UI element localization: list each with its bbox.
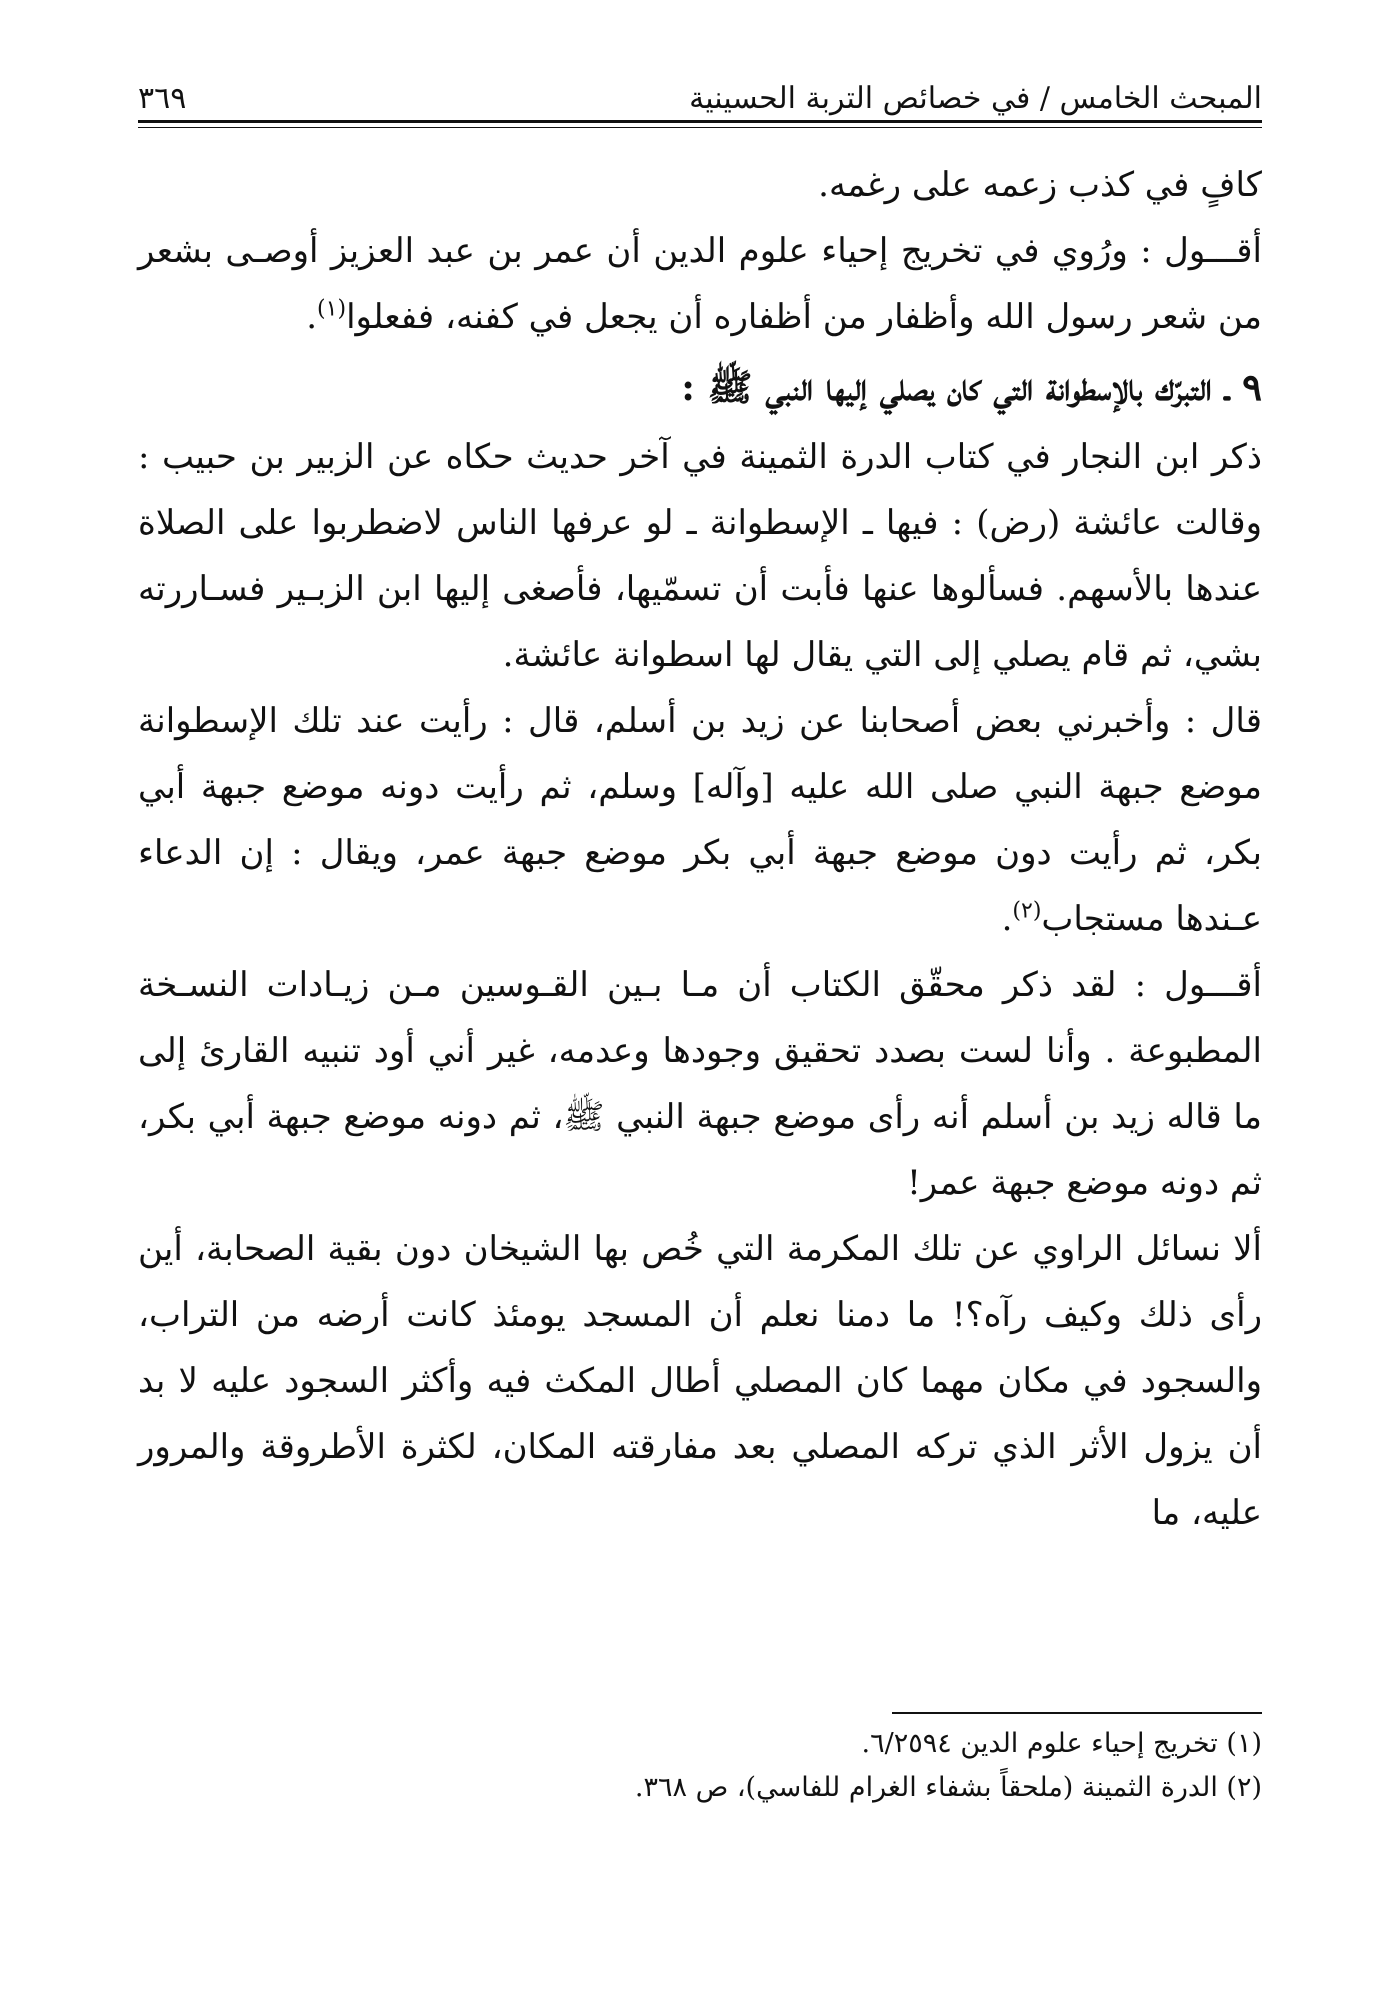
paragraph xyxy=(138,424,1262,688)
paragraph-text: أقـــول : ورُوي في تخريج إحياء علوم الدين أن عمر بن عبد العزيز أوصـى بشعر من شعر رسول الله وأظفار من أظفاره أن يجعل في كفنه، ففعلوا xyxy=(138,231,1262,337)
footnote-ref: (١) xyxy=(317,296,347,322)
paragraph-end: . xyxy=(306,297,318,337)
paragraph xyxy=(138,1216,1262,1546)
footnote-item: (٢) الدرة الثمينة (ملحقاً بشفاء الغرام للفاسي)، ص ٣٦٨. xyxy=(634,1772,1262,1803)
paragraph-text: أقـــول : لقد ذكر محقّق الكتاب أن مـا بـين القـوسين مـن زيـادات النسـخة المطبوعة . وأنا لست بصدد تحقيق وجودها وعدمه، غير أني أود تنبيه القارئ إلى ما قاله زيد بن أسلم أنه رأى موضع جبهة النبي ﷺ، ثم دونه موضع جبهة أبي بكر، ثم دونه موضع جبهة عمر! xyxy=(138,965,1262,1203)
paragraph xyxy=(138,152,1262,218)
paragraph-end: . xyxy=(1001,899,1013,939)
running-header xyxy=(138,70,1262,116)
footnote-ref: (٢) xyxy=(1012,898,1042,924)
paragraph-text: قال : وأخبرني بعض أصحابنا عن زيد بن أسلم، قال : رأيت عند تلك الإسطوانة موضع جبهة النبي صلى الله عليه [وآله] وسلم، ثم رأيت دونه موضع جبهة أبي بكر، ثم رأيت دون موضع جبهة أبي بكر موضع جبهة عمر، ويقال : إن الدعاء عـندها مستجاب xyxy=(138,701,1262,939)
paragraph-text: ألا نسائل الراوي عن تلك المكرمة التي خُص بها الشيخان دون بقية الصحابة، أين رأى ذلك وكيف رآه؟! ما دمنا نعلم أن المسجد يومئذ كانت أرضه من التراب، والسجود في مكان مهما كان المصلي أطال المكث فيه وأكثر السجود عليه لا بد أن يزول الأثر الذي تركه المصلي بعد مفارقته المكان، لكثرة الأطروقة والمرور عليه، ما xyxy=(138,1229,1262,1533)
footnotes xyxy=(138,1722,1262,1810)
header-rule xyxy=(138,120,1262,123)
header-title: المبحث الخامس / في خصائص التربة الحسينية xyxy=(689,81,1262,116)
paragraph-text: ذكر ابن النجار في كتاب الدرة الثمينة في آخر حديث حكاه عن الزبير بن حبيب : وقالت عائشة (رض) : فيها ـ الإسطوانة ـ لو عرفها الناس لاضطربوا على الصلاة عندها بالأسهم. فسألوها عنها فأبت أن تسمّيها، فأصغى إليها ابن الزبـير فسـاررته بشي، ثم قام يصلي إلى التي يقال لها اسطوانة عائشة. xyxy=(138,437,1262,675)
paragraph xyxy=(138,218,1262,350)
footnote-item: (١) تخريج إحياء علوم الدين ٦/٢٥٩٤. xyxy=(861,1728,1262,1759)
paragraph-text: كافٍ في كذب زعمه على رغمه. xyxy=(818,165,1262,205)
paragraph xyxy=(138,688,1262,952)
section-heading: ٩ ـ التبرّك بالإسطوانة التي كان يصلي إليها النبي ﷺ : xyxy=(681,365,1262,409)
header-rule-secondary xyxy=(138,127,1262,128)
footnote-separator xyxy=(892,1712,1262,1714)
paragraph xyxy=(138,952,1262,1216)
page-number: ٣٦٩ xyxy=(138,81,187,116)
body-text xyxy=(138,152,1262,1546)
